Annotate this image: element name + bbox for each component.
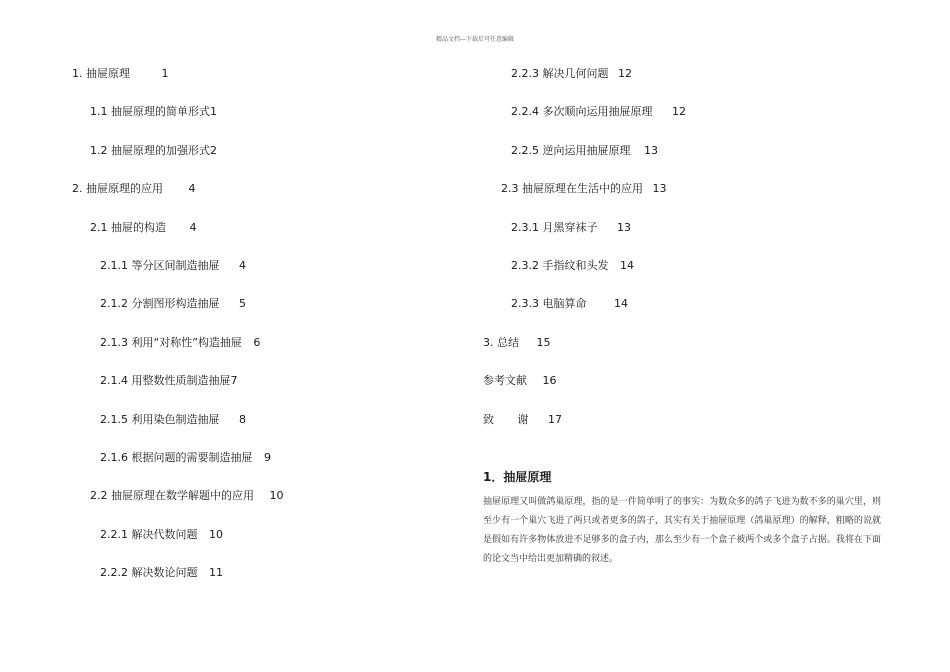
toc-entry bbox=[100, 527, 223, 543]
toc-page: 2 bbox=[210, 144, 217, 157]
toc-entry bbox=[483, 373, 557, 389]
toc-page: 8 bbox=[239, 413, 246, 426]
toc-title: 月黑穿袜子 bbox=[542, 221, 598, 234]
toc-number: 2.3.1 bbox=[511, 221, 539, 234]
toc-page: 5 bbox=[239, 297, 246, 310]
toc-page: 12 bbox=[618, 67, 632, 80]
toc-entry bbox=[90, 488, 284, 504]
toc-title: 抽屉原理的加强形式 bbox=[111, 144, 210, 157]
toc-title: 解决代数问题 bbox=[131, 528, 198, 541]
toc-entry bbox=[483, 335, 551, 351]
toc-entry bbox=[100, 296, 246, 312]
toc-number: 1.1 bbox=[90, 105, 108, 118]
toc-page: 17 bbox=[548, 413, 562, 426]
toc-number: 2.3 bbox=[501, 182, 519, 195]
toc-page: 10 bbox=[269, 489, 284, 502]
toc-title: 致 谢 bbox=[483, 413, 539, 426]
toc-title: 手指纹和头发 bbox=[542, 259, 609, 272]
toc-number: 1. bbox=[72, 67, 83, 80]
toc-number: 2.3.3 bbox=[511, 297, 539, 310]
toc-entry bbox=[100, 450, 271, 466]
toc-entry bbox=[511, 296, 628, 312]
toc-page: 4 bbox=[239, 259, 246, 272]
toc-entry bbox=[511, 220, 631, 236]
toc-entry bbox=[72, 66, 169, 82]
toc-entry bbox=[100, 335, 260, 351]
toc-entry bbox=[90, 104, 217, 120]
toc-page: 13 bbox=[617, 221, 631, 234]
toc-entry bbox=[100, 258, 246, 274]
toc-number: 2.1.1 bbox=[100, 259, 128, 272]
toc-page: 14 bbox=[614, 297, 628, 310]
toc-page: 1 bbox=[210, 105, 217, 118]
toc-entry bbox=[90, 220, 197, 236]
toc-page: 4 bbox=[189, 221, 197, 234]
toc-number: 2.3.2 bbox=[511, 259, 539, 272]
toc-title: 解决数论问题 bbox=[131, 566, 198, 579]
toc-page: 1 bbox=[161, 67, 169, 80]
toc-page: 6 bbox=[253, 336, 261, 349]
toc-title: 抽屉原理在数学解题中的应用 bbox=[111, 489, 254, 502]
section-paragraph: 抽屉原理又叫做鸽巢原理，指的是一件简单明了的事实：为数众多的鸽子飞进为数不多的巢穴里，则至少有一个巢穴飞进了两只或者更多的鸽子，其实有关于抽屉原理（鸽巢原理）的解释，粗略的说就是假如有许多物体放进不足够多的盒子内，那么至少有一个盒子被两个或多个盒子占据。我将在下面的论文当中给出更加精确的叙述。 bbox=[483, 497, 881, 564]
toc-entry bbox=[100, 412, 246, 428]
page-header-note: 精品文档---下载后可任意编辑 bbox=[435, 36, 515, 43]
toc-page: 4 bbox=[188, 182, 196, 195]
toc-page: 13 bbox=[652, 182, 667, 195]
toc-title: 电脑算命 bbox=[542, 297, 587, 310]
toc-title: 利用染色制造抽屉 bbox=[131, 413, 220, 426]
toc-page: 14 bbox=[620, 259, 634, 272]
toc-number: 1.2 bbox=[90, 144, 108, 157]
toc-number: 3. bbox=[483, 336, 494, 349]
toc-page: 7 bbox=[230, 374, 238, 387]
toc-page: 9 bbox=[264, 451, 271, 464]
toc-number: 2.1 bbox=[90, 221, 108, 234]
toc-title: 抽屉原理的简单形式 bbox=[111, 105, 210, 118]
toc-title: 利用“对称性”构造抽屉 bbox=[131, 336, 242, 349]
toc-number: 2.1.5 bbox=[100, 413, 128, 426]
toc-entry bbox=[72, 181, 196, 197]
toc-number: 2. bbox=[72, 182, 83, 195]
toc-number: 2.2.4 bbox=[511, 105, 539, 118]
toc-page: 16 bbox=[542, 374, 557, 387]
toc-title: 用整数性质制造抽屉 bbox=[131, 374, 231, 387]
toc-entry bbox=[511, 258, 634, 274]
toc-entry bbox=[511, 66, 632, 82]
toc-page: 12 bbox=[672, 105, 686, 118]
toc-number: 2.1.6 bbox=[100, 451, 128, 464]
toc-title: 分割图形构造抽屉 bbox=[131, 297, 220, 310]
toc-title: 总结 bbox=[497, 336, 519, 349]
toc-entry bbox=[90, 143, 217, 159]
toc-number: 2.2.1 bbox=[100, 528, 128, 541]
toc-entry bbox=[501, 181, 667, 197]
toc-number: 2.2.3 bbox=[511, 67, 539, 80]
toc-title: 等分区间制造抽屉 bbox=[131, 259, 220, 272]
toc-title: 抽屉原理的应用 bbox=[86, 182, 163, 195]
toc-title: 多次顺向运用抽屉原理 bbox=[542, 105, 653, 118]
toc-entry bbox=[511, 104, 686, 120]
toc-title: 根据问题的需要制造抽屉 bbox=[131, 451, 253, 464]
toc-number: 2.2.2 bbox=[100, 566, 128, 579]
toc-title: 抽屉的构造 bbox=[111, 221, 166, 234]
toc-entry bbox=[100, 565, 223, 581]
toc-title: 抽屉原理 bbox=[86, 67, 130, 80]
toc-entry bbox=[483, 412, 562, 428]
toc-number: 2.2.5 bbox=[511, 144, 539, 157]
section-heading: 1．抽屉原理 bbox=[483, 470, 552, 484]
toc-title: 抽屉原理在生活中的应用 bbox=[522, 182, 643, 195]
toc-number: 2.1.2 bbox=[100, 297, 128, 310]
toc-page: 15 bbox=[536, 336, 551, 349]
toc-title: 参考文献 bbox=[483, 374, 527, 387]
toc-number: 2.1.3 bbox=[100, 336, 128, 349]
toc-entry bbox=[100, 373, 238, 389]
toc-number: 2.2 bbox=[90, 489, 108, 502]
toc-entry bbox=[511, 143, 658, 159]
toc-page: 11 bbox=[209, 566, 223, 579]
toc-number: 2.1.4 bbox=[100, 374, 128, 387]
toc-title: 解决几何问题 bbox=[542, 67, 609, 80]
toc-page: 10 bbox=[209, 528, 223, 541]
toc-page: 13 bbox=[644, 144, 658, 157]
toc-title: 逆向运用抽屉原理 bbox=[542, 144, 631, 157]
